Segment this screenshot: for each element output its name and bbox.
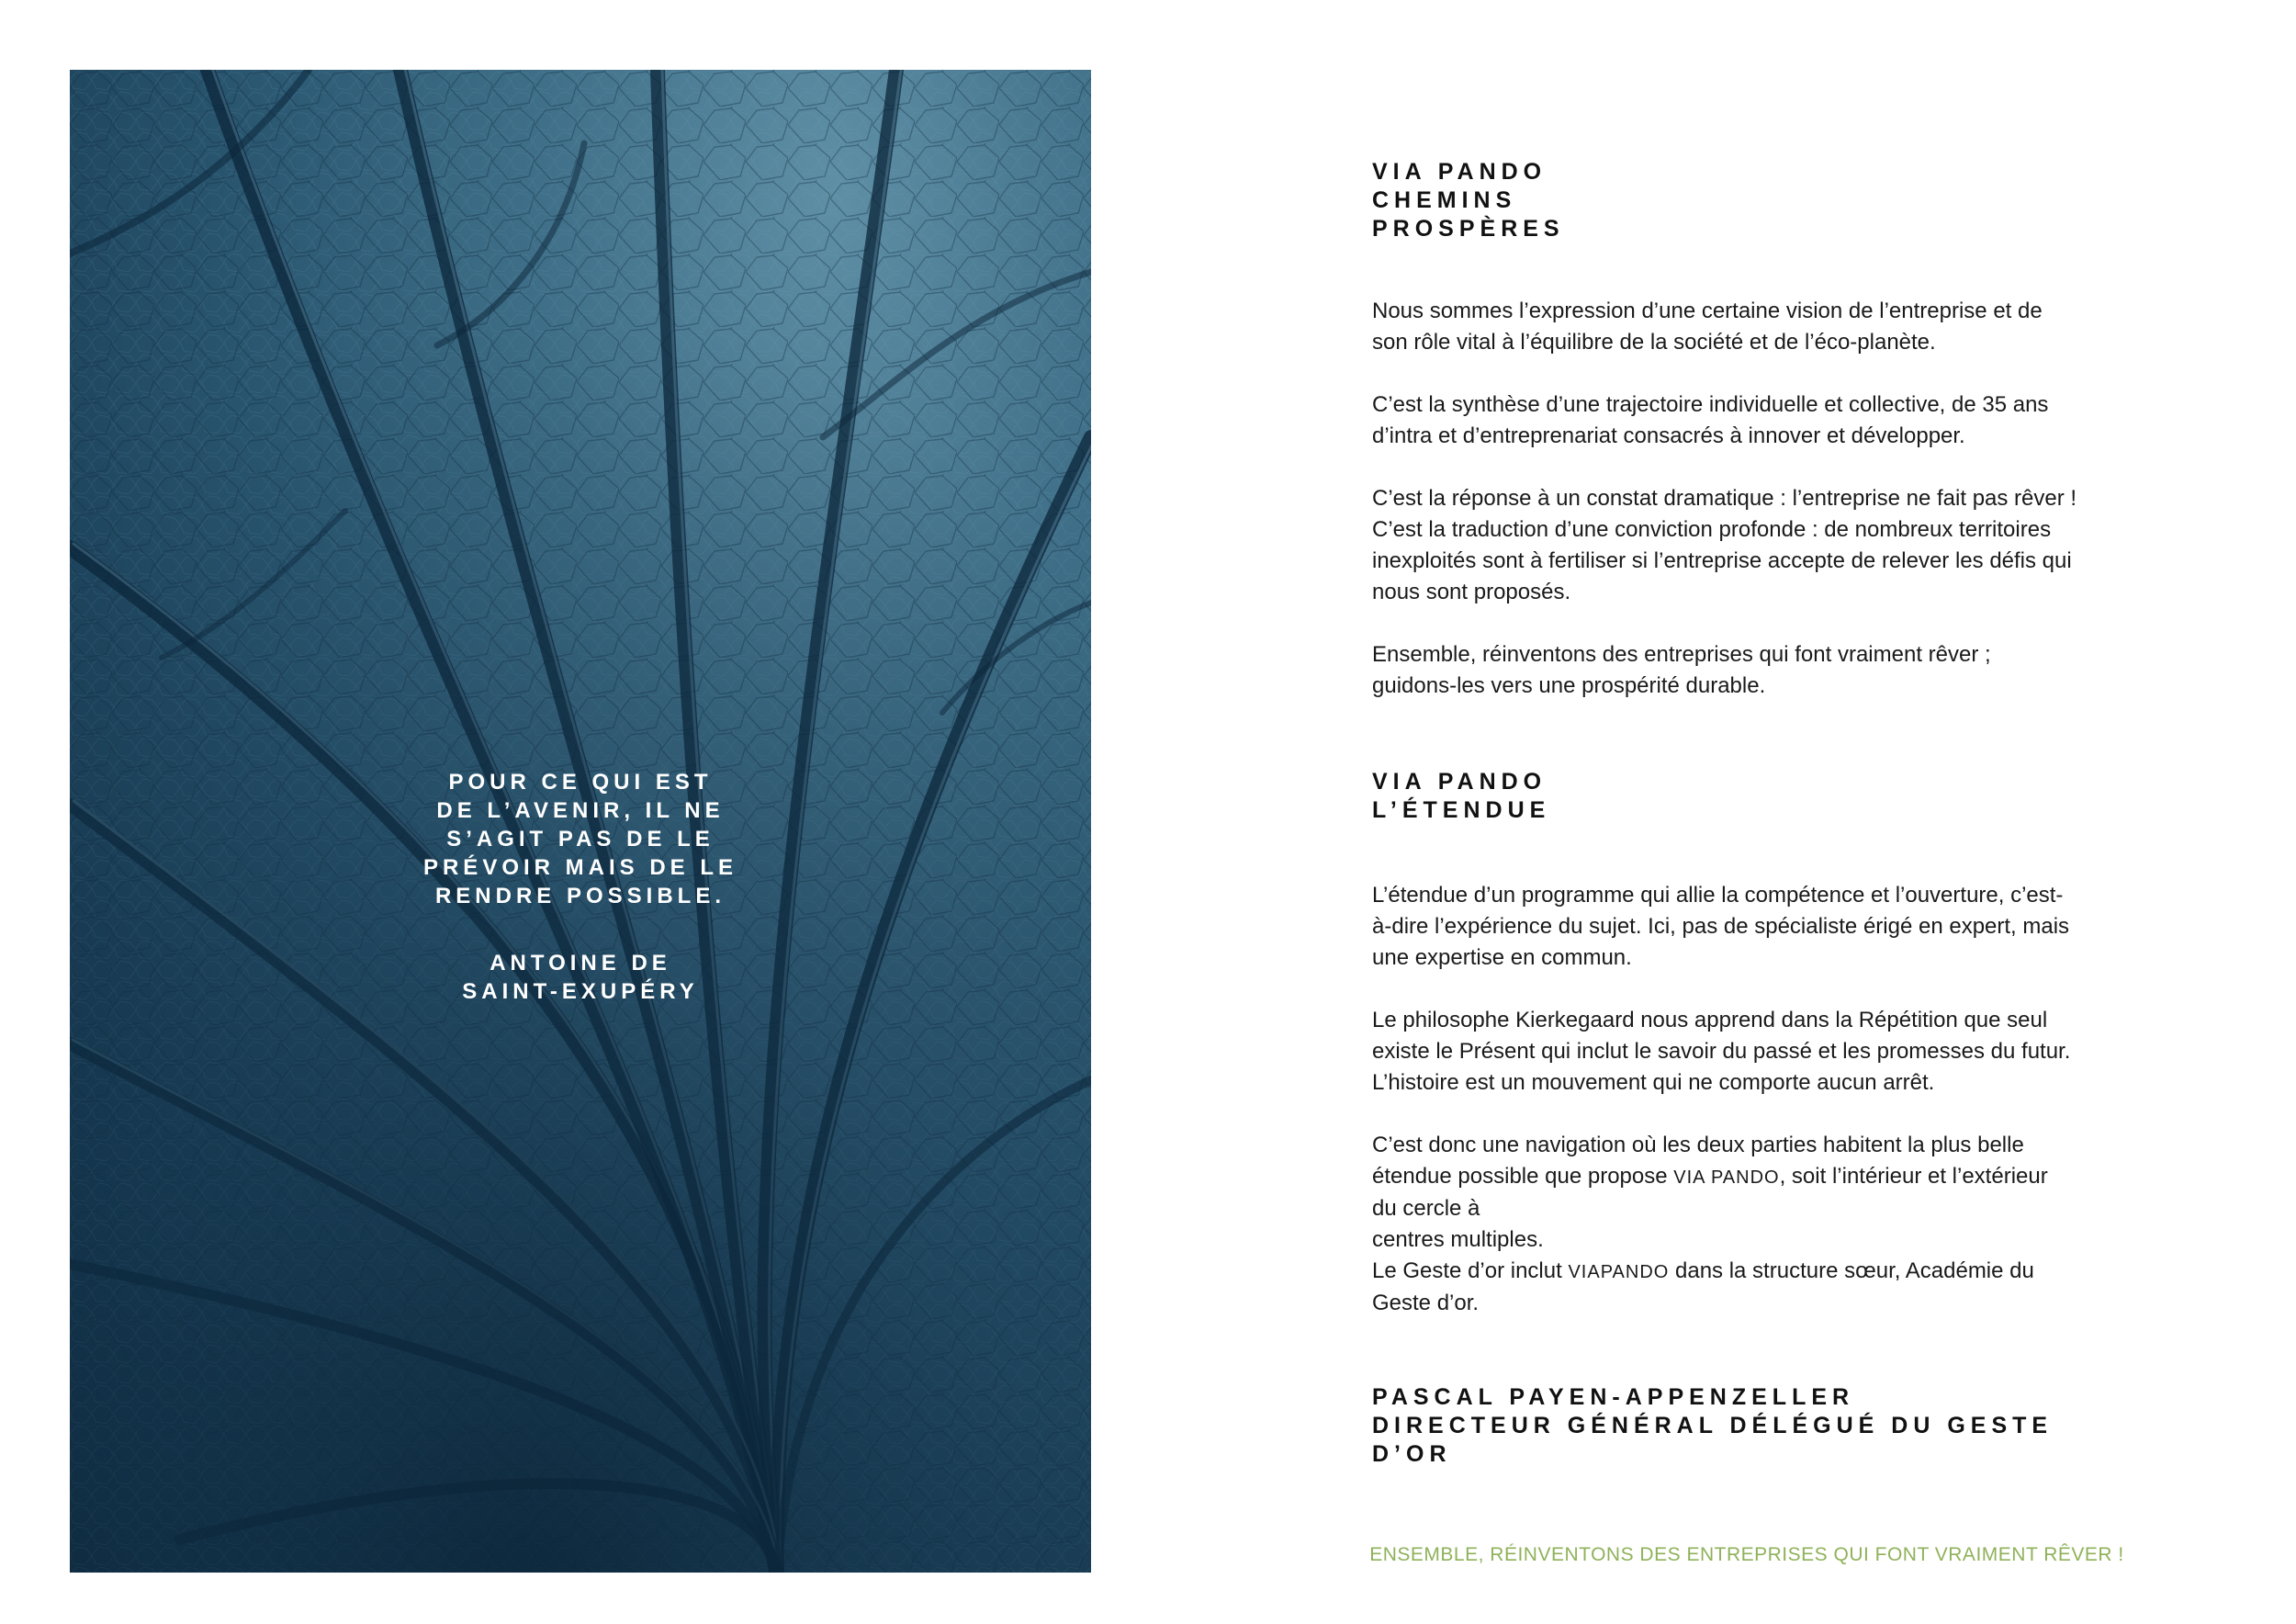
quote-line: RENDRE POSSIBLE.: [434, 884, 726, 908]
section-heading-chemins: [1372, 158, 1565, 243]
signature-name: PASCAL PAYEN-APPENZELLER: [1372, 1384, 1855, 1410]
signature-title: DIRECTEUR GÉNÉRAL DÉLÉGUÉ DU GESTE D’OR: [1372, 1413, 2054, 1467]
brand-name: VIAPANDO: [1568, 1262, 1670, 1282]
paragraph-line: C’est donc une navigation où les deux parties habitent la plus belle: [1372, 1133, 2024, 1157]
text-fragment: , soit l’intérieur et l’extérieur: [1779, 1164, 2048, 1189]
paragraph-line: C’est la traduction d’une conviction profonde : de nombreux territoires: [1372, 517, 2052, 542]
paragraph-line: [1372, 1161, 2114, 1193]
text-fragment: Le Geste d’or inclut: [1372, 1258, 1569, 1283]
paragraph-line: L’histoire est un mouvement qui ne comporte aucun arrêt.: [1372, 1070, 1935, 1095]
paragraph-line: Geste d’or.: [1372, 1291, 1480, 1315]
paragraph-line: C’est la synthèse d’une trajectoire individuelle et collective, de 35 ans: [1372, 392, 2049, 417]
paragraph-line: son rôle vital à l’équilibre de la société et de l’éco-planète.: [1372, 330, 1936, 355]
paragraph-line: C’est la réponse à un constat dramatique : l’entreprise ne fait pas rêver !: [1372, 486, 2077, 511]
paragraph: [1372, 296, 2114, 358]
leaf-photo-panel: [70, 70, 1091, 1573]
paragraph-line: [1372, 1256, 2114, 1288]
paragraph: [1372, 639, 2114, 702]
heading-line: L’ÉTENDUE: [1372, 797, 1551, 823]
heading-line: PROSPÈRES: [1372, 216, 1565, 242]
paragraph: [1372, 880, 2114, 974]
paragraph-line: Le philosophe Kierkegaard nous apprend dans la Répétition que seul: [1372, 1008, 2048, 1032]
paragraph-line: nous sont proposés.: [1372, 580, 1571, 604]
section-heading-etendue: [1372, 768, 1550, 825]
paragraph: [1372, 1130, 2114, 1319]
signature: [1372, 1383, 2114, 1469]
paragraph-line: à-dire l’expérience du sujet. Ici, pas de spécialiste érigé en expert, mais: [1372, 914, 2070, 939]
paragraph: [1372, 1005, 2114, 1099]
paragraph-line: guidons-les vers une prospérité durable.: [1372, 673, 1766, 698]
heading-line: VIA PANDO: [1372, 769, 1548, 795]
heading-line: CHEMINS: [1372, 187, 1517, 213]
paragraph-line: existe le Présent qui inclut le savoir du passé et les promesses du futur.: [1372, 1039, 2071, 1064]
paragraph-line: L’étendue d’un programme qui allie la compétence et l’ouverture, c’est-: [1372, 883, 2064, 908]
paragraph: [1372, 483, 2114, 608]
paragraph-line: d’intra et d’entreprenariat consacrés à innover et développer.: [1372, 423, 1965, 448]
quote-author-line: SAINT-EXUPÉRY: [462, 979, 699, 1004]
quote-line: S’AGIT PAS DE LE: [446, 827, 715, 851]
paragraph-line: du cercle à: [1372, 1196, 1480, 1221]
paragraph-line: Nous sommes l’expression d’une certaine vision de l’entreprise et de: [1372, 299, 2043, 323]
paragraph-line: Ensemble, réinventons des entreprises qui font vraiment rêver ;: [1372, 642, 1991, 667]
brand-name: VIA PANDO: [1673, 1167, 1780, 1188]
quote-line: POUR CE QUI EST: [448, 770, 713, 795]
text-fragment: étendue possible que propose: [1372, 1164, 1674, 1189]
quote-block: [70, 768, 1091, 1006]
heading-line: VIA PANDO: [1372, 159, 1548, 185]
quote-line: PRÉVOIR MAIS DE LE: [422, 855, 738, 880]
quote-author-line: ANTOINE DE: [490, 951, 671, 976]
paragraph-line: centres multiples.: [1372, 1227, 1544, 1252]
quote-author: [70, 949, 1091, 1006]
paragraph-line: inexploités sont à fertiliser si l’entreprise accepte de relever les défis qui: [1372, 548, 2072, 573]
footer-tagline: ENSEMBLE, RÉINVENTONS DES ENTREPRISES QUI FONT VRAIMENT RÊVER !: [1369, 1544, 2124, 1565]
paragraph-line: une expertise en commun.: [1372, 945, 1632, 970]
text-fragment: dans la structure sœur, Académie du: [1669, 1258, 2034, 1283]
quote-line: DE L’AVENIR, IL NE: [436, 798, 725, 823]
paragraph: [1372, 389, 2114, 452]
